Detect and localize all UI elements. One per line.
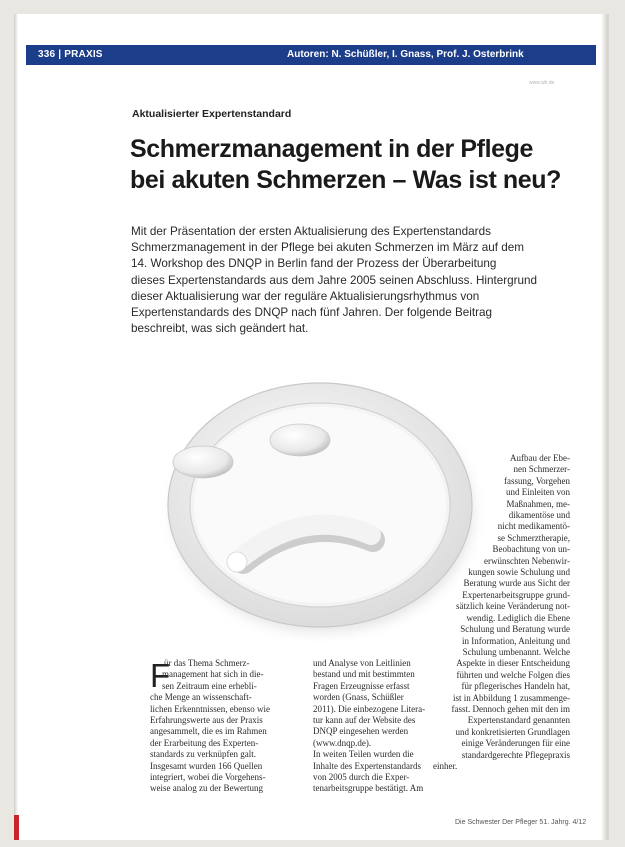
page-fold-left (14, 14, 18, 840)
body-line: und Einleiten von (506, 487, 570, 498)
body-line: 2011). Die einbezogene Litera- (313, 703, 426, 714)
body-line: angesammelt, die es im Rahmen (150, 726, 267, 737)
body-line: Erfahrungswerte aus der Praxis (150, 715, 263, 726)
body-line: tenarbeitsgruppe bestätigt. Am (313, 783, 424, 794)
body-line: In weiten Teilen wurden die (313, 749, 414, 760)
title-line: Schmerzmanagement in der Pflege (130, 135, 534, 163)
body-line: weise analog zu der Bewertung (150, 783, 263, 794)
body-line: standards zu verknüpfen galt. (150, 749, 256, 760)
body-line: Beratung wurde aus Sicht der (463, 578, 570, 589)
body-line: fasst. Dennoch gehen mit den im (451, 703, 570, 714)
body-line: sen Zeitraum eine erhebli- (162, 680, 257, 691)
lead-line: dieser Aktualisierung war der reguläre Aktualisierungsrhythmus von (131, 289, 480, 303)
kicker: Aktualisierter Expertenstandard (132, 108, 292, 120)
page-fold-right (601, 14, 607, 840)
lead-line: dieses Expertenstandards aus dem Jahre 2005 seinen Abschluss. Hintergrund (131, 273, 538, 287)
body-line: Aspekte in dieser Entscheidung (456, 658, 570, 669)
body-line: che Menge an wissenschaft- (150, 692, 252, 703)
body-line: der Erarbeitung des Experten- (150, 737, 259, 748)
lead-paragraph (131, 224, 583, 337)
body-line: wendig. Lediglich die Ebene (466, 612, 570, 623)
body-column-3 (433, 453, 570, 772)
body-line: fassung, Vorgehen (504, 475, 570, 486)
body-line: Aufbau der Ebe- (510, 453, 570, 463)
lead-line: Mit der Präsentation der ersten Aktualisierung des Expertenstandards (131, 225, 491, 238)
body-line: bestand und mit bestimmten (313, 669, 415, 680)
body-line: Insgesamt wurden 166 Quellen (150, 760, 263, 771)
body-line: Expertenstandard genannten (467, 715, 570, 726)
body-line: und konkretisierten Grundlagen (455, 726, 570, 737)
body-line: Schulung und Beratung wurde (460, 624, 570, 635)
body-line: Inhalte des Expertenstandards (313, 760, 421, 771)
lead-line: Expertenstandards des DNQP nach fünf Jahren. Der folgende Beitrag (131, 306, 493, 320)
body-line: Beobachtung von un- (492, 544, 570, 555)
page-edge-marker (14, 815, 19, 840)
body-line: sätzlich keine Veränderung not- (455, 601, 570, 612)
body-line: von 2005 durch die Exper- (313, 772, 410, 783)
lead-line: 14. Workshop des DNQP in Berlin fand der Prozess der Überarbeitung (131, 257, 497, 271)
body-line: dikamentöse und (508, 510, 570, 521)
body-line: Fragen Erzeugnisse erfasst (313, 680, 410, 691)
body-line: se Schmerztherapie, (497, 532, 570, 543)
authors-line: Autoren: N. Schüßler, I. Gnass, Prof. J. Osterbrink (287, 49, 524, 60)
lead-line: Schmerzmanagement in der Pflege bei akuten Schmerzen im März auf dem (131, 241, 525, 255)
body-line: worden (Gnass, Schüßler (313, 692, 404, 703)
body-line: einige Veränderungen für eine (461, 738, 570, 749)
body-line: DNQP eingesehen werden (313, 726, 409, 737)
article-title (130, 134, 590, 196)
body-line: management hat sich in die- (162, 669, 264, 680)
body-line: kungen sowie Schulung und (468, 567, 570, 578)
body-line: einher. (433, 760, 458, 771)
body-line: ür das Thema Schmerz- (164, 658, 250, 668)
body-line: (www.dnqp.de). (313, 737, 372, 748)
section-label: 336 | PRAXIS (38, 49, 103, 60)
drop-cap: F (150, 657, 171, 694)
body-line: für pflegerisches Handeln hat, (461, 681, 570, 692)
body-line: in Information, Anleitung und (462, 635, 570, 646)
body-line: und Analyse von Leitlinien (313, 658, 411, 668)
body-line: nicht medikamentö- (497, 521, 570, 532)
faint-note: www.wb.de (529, 80, 555, 86)
lead-line: beschreibt, was sich geändert hat. (131, 322, 309, 336)
body-line: Maßnahmen, me- (506, 498, 570, 509)
body-line: nen Schmerzer- (513, 464, 570, 475)
body-column-2 (313, 658, 428, 795)
page-footer: Die Schwester Der Pfleger 51. Jahrg. 4/12 (455, 819, 587, 826)
body-line: ist in Abbildung 1 zusammenge- (453, 692, 570, 703)
title-line: bei akuten Schmerzen – Was ist neu? (130, 166, 562, 194)
body-line: Expertenarbeitsgruppe grund- (462, 589, 570, 600)
body-line: führten und welche Folgen dies (456, 669, 570, 680)
body-column-1 (150, 658, 304, 795)
body-line: Schulung umbenannt. Welche (462, 646, 570, 657)
body-line: lichen Erkenntnissen, ebenso wie (150, 703, 270, 714)
body-line: tur kann auf der Website des (313, 715, 416, 726)
body-line: integriert, wobei die Vorgehens- (150, 772, 266, 783)
body-line: standardgerechte Pflegepraxis (461, 749, 570, 760)
body-line: erwünschten Nebenwir- (483, 555, 570, 566)
